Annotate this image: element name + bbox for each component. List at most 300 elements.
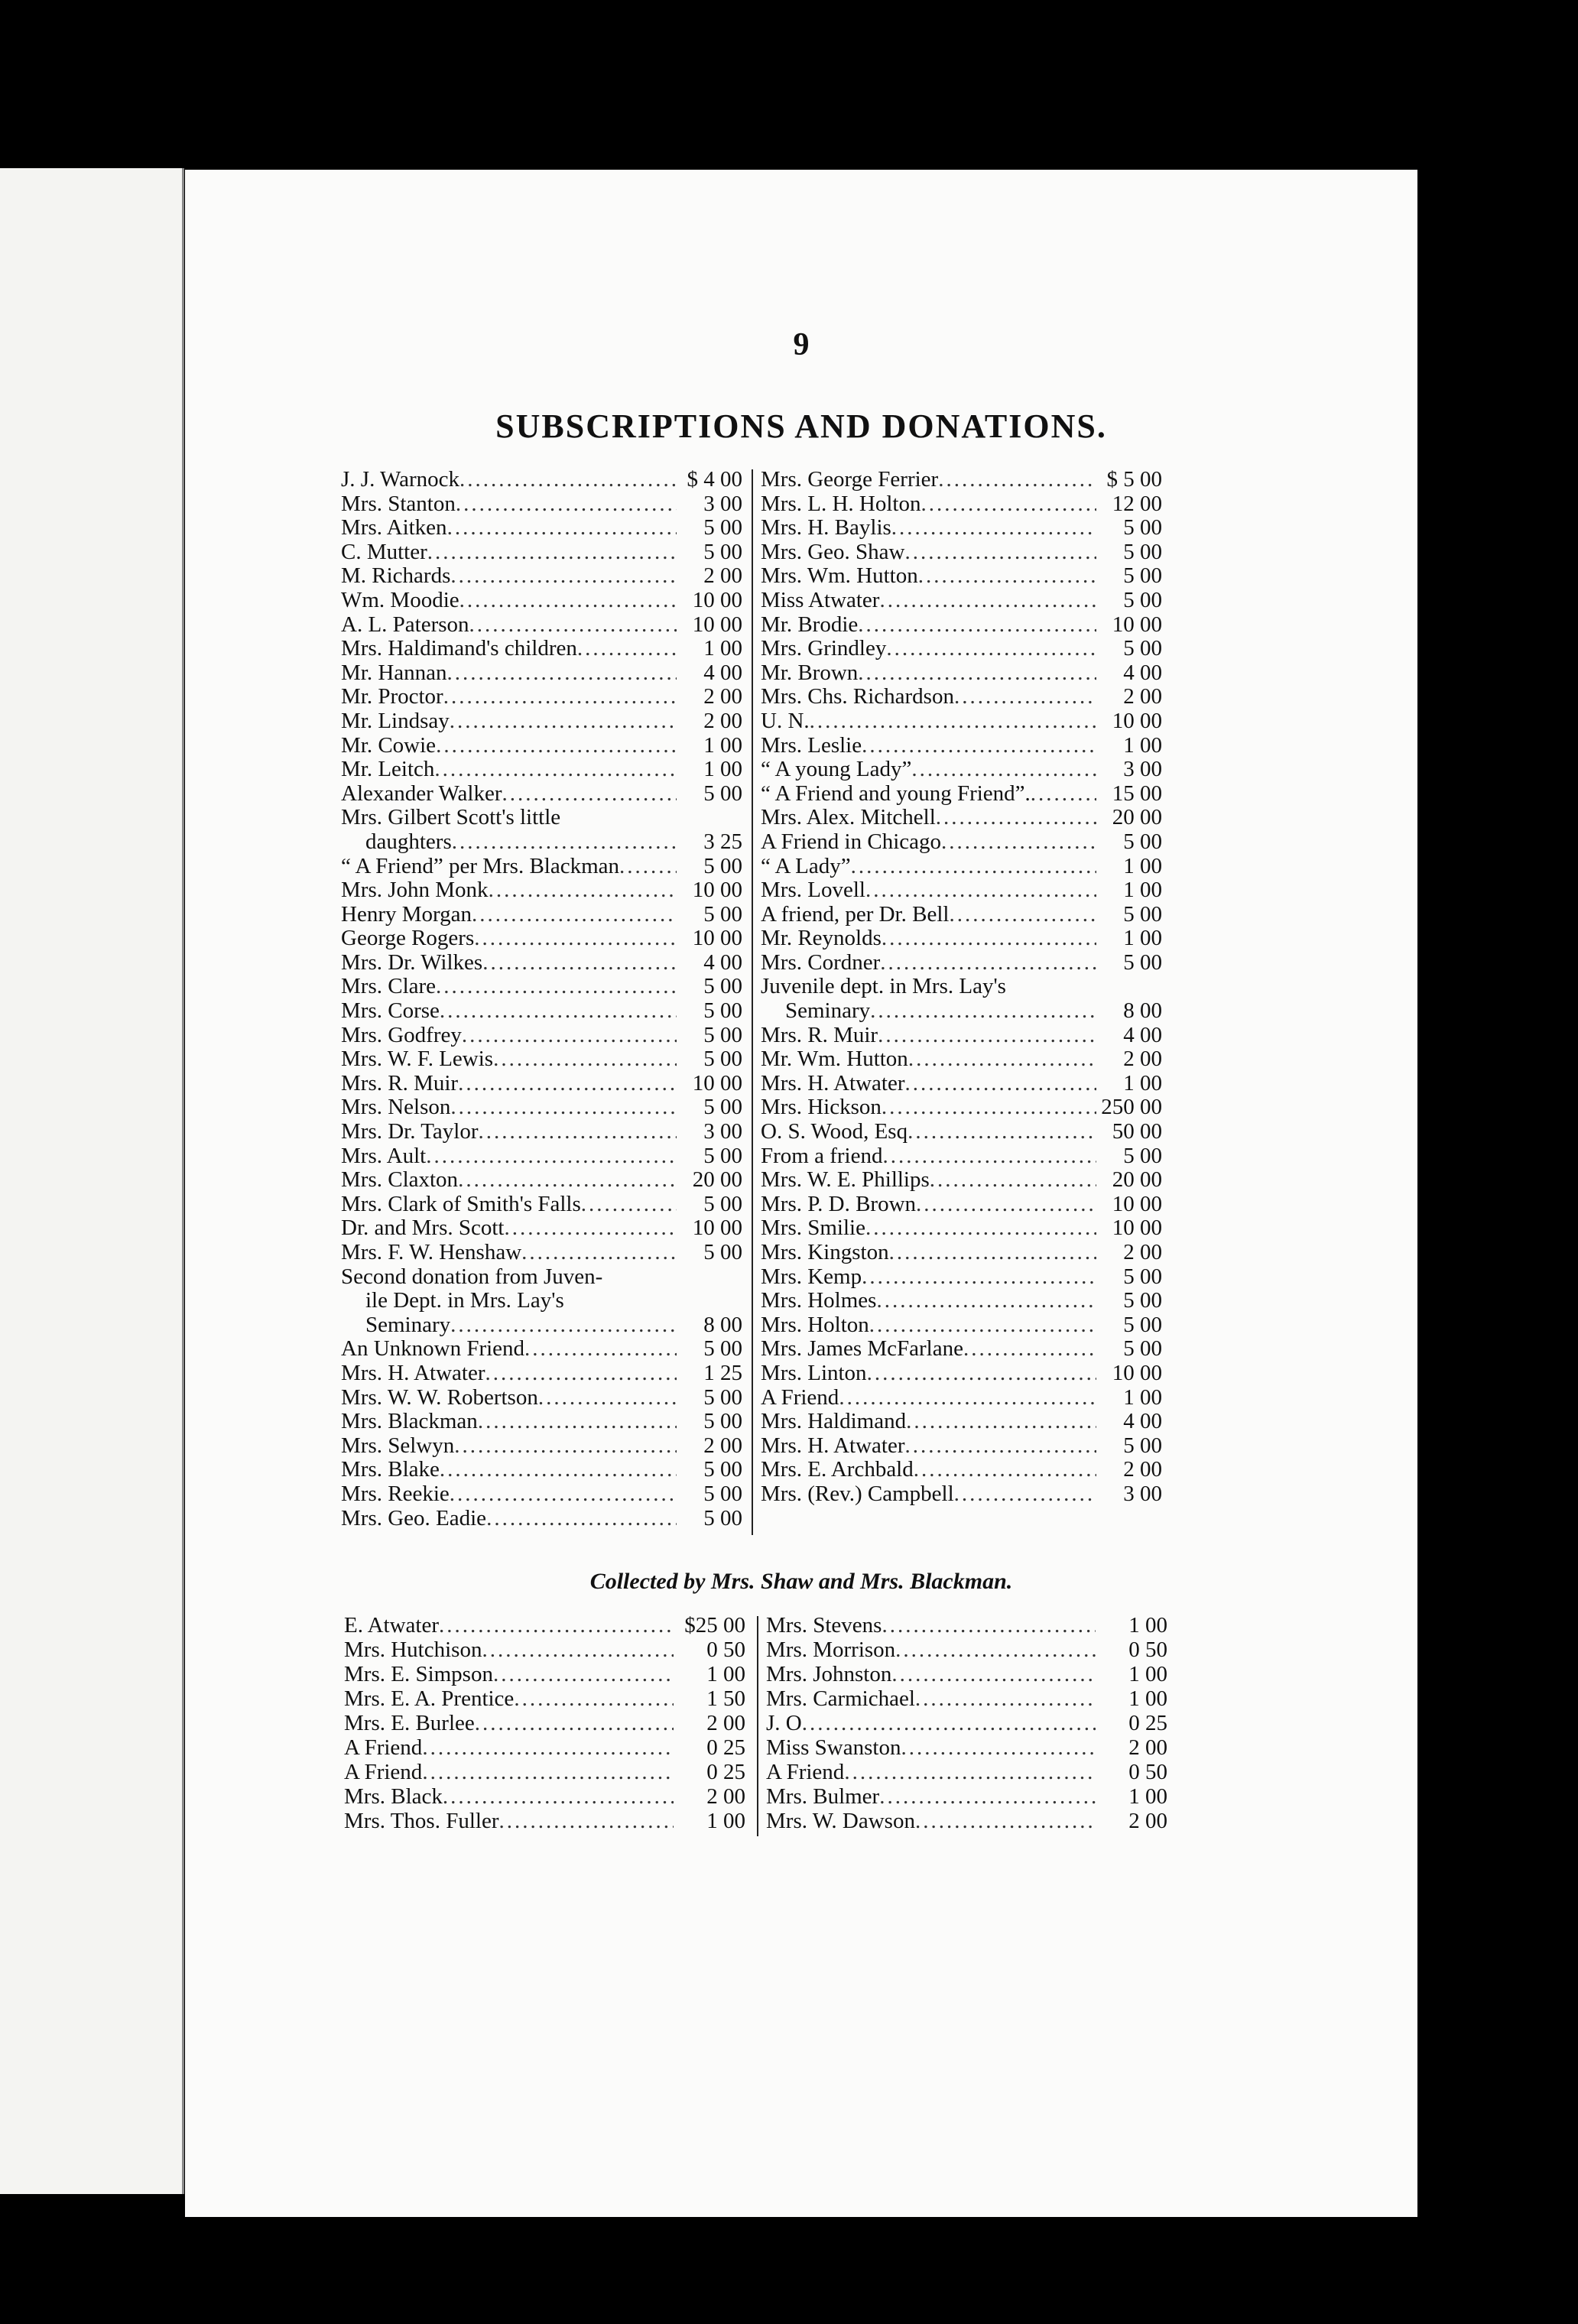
donation-entry bbox=[341, 1241, 742, 1265]
donation-amount: 2 00 bbox=[1123, 1240, 1162, 1264]
leader-dots bbox=[475, 1711, 674, 1735]
donation-entry bbox=[344, 1760, 745, 1784]
donor-name: Mrs. F. W. Henshaw bbox=[341, 1240, 522, 1264]
leader-dots bbox=[462, 1024, 677, 1048]
donor-name: Mrs. Ault bbox=[341, 1143, 427, 1168]
donor-name: E. Atwater bbox=[344, 1613, 440, 1638]
leader-dots bbox=[886, 637, 1096, 661]
donation-amount: 0 25 bbox=[706, 1735, 745, 1760]
donor-name: Mrs. L. H. Holton bbox=[761, 491, 921, 516]
donor-name: Juvenile dept. in Mrs. Lay's bbox=[761, 974, 1006, 999]
leader-dots bbox=[858, 613, 1096, 638]
donation-entry bbox=[761, 516, 1162, 540]
donation-amount: 10 00 bbox=[1112, 1360, 1162, 1385]
donor-name: Mrs. Cordner bbox=[761, 949, 881, 975]
donation-entry bbox=[341, 1120, 742, 1144]
donor-name: Mrs. H. Baylis bbox=[761, 515, 891, 540]
donation-entry bbox=[341, 492, 742, 517]
donor-name: Miss Atwater bbox=[761, 587, 880, 612]
leader-dots bbox=[443, 685, 677, 709]
donation-entry bbox=[341, 951, 742, 975]
donation-entry bbox=[341, 1144, 742, 1169]
donation-amount: 10 00 bbox=[1112, 1191, 1162, 1216]
leader-dots bbox=[802, 1711, 1096, 1735]
donation-amount: 0 50 bbox=[1128, 1638, 1167, 1662]
donation-amount: 5 00 bbox=[1123, 1264, 1162, 1289]
leader-dots bbox=[858, 661, 1096, 686]
donor-name: J. J. Warnock bbox=[341, 467, 459, 492]
donor-name: Mrs. E. Burlee bbox=[344, 1711, 475, 1735]
donor-name: Mrs. Holmes bbox=[761, 1288, 877, 1313]
leader-dots bbox=[450, 709, 677, 734]
donation-amount: 2 00 bbox=[1123, 1047, 1162, 1072]
leader-dots bbox=[498, 1809, 674, 1833]
leader-dots bbox=[502, 782, 677, 807]
donation-entry bbox=[761, 1120, 1162, 1144]
leader-dots bbox=[426, 1144, 677, 1169]
donor-name: Mrs. E. A. Prentice bbox=[344, 1686, 515, 1711]
donation-entry bbox=[761, 1047, 1162, 1072]
donation-amount: 5 00 bbox=[1123, 636, 1162, 661]
leader-dots bbox=[869, 1313, 1096, 1338]
donor-name: Mrs. Geo. Shaw bbox=[761, 539, 905, 564]
donor-name: J. O bbox=[766, 1711, 802, 1735]
donation-entry bbox=[341, 685, 742, 709]
donation-amount: 10 00 bbox=[1112, 1216, 1162, 1241]
leader-dots bbox=[936, 806, 1096, 830]
donation-amount: 10 00 bbox=[692, 878, 742, 903]
donation-entry bbox=[341, 516, 742, 540]
leader-dots bbox=[472, 903, 677, 927]
leader-dots bbox=[916, 1193, 1096, 1217]
donation-amount: 50 00 bbox=[1112, 1119, 1162, 1144]
donor-name: A Friend bbox=[344, 1735, 423, 1760]
donation-entry bbox=[761, 758, 1162, 782]
donor-name: Mrs. Kemp bbox=[761, 1264, 862, 1289]
donor-name: Mrs. Dr. Wilkes bbox=[341, 949, 483, 975]
donation-amount: 1 00 bbox=[706, 1809, 745, 1833]
donation-amount: 5 00 bbox=[703, 1336, 742, 1362]
donation-amount: 5 00 bbox=[1123, 901, 1162, 927]
donation-amount: 250 00 bbox=[1101, 1095, 1162, 1120]
leader-dots bbox=[882, 927, 1096, 951]
donation-amount: 2 00 bbox=[1128, 1735, 1167, 1760]
donor-name: Mrs. Stanton bbox=[341, 491, 456, 516]
donation-entry bbox=[341, 806, 742, 830]
donation-entry bbox=[761, 1434, 1162, 1459]
leader-dots bbox=[915, 1686, 1096, 1711]
donor-name: Mrs. W. Dawson bbox=[766, 1809, 915, 1833]
donation-amount: 10 00 bbox=[692, 612, 742, 637]
page-title: SUBSCRIPTIONS AND DONATIONS. bbox=[495, 407, 1107, 445]
donations-right-column bbox=[761, 468, 1162, 1507]
leader-dots bbox=[447, 516, 677, 540]
leader-dots bbox=[895, 1638, 1096, 1662]
leader-dots bbox=[865, 1216, 1096, 1241]
donor-name: “ A young Lady” bbox=[761, 757, 912, 782]
donation-amount: 1 50 bbox=[706, 1686, 745, 1711]
leader-dots bbox=[427, 540, 677, 565]
donation-entry bbox=[341, 1458, 742, 1482]
donation-amount: 20 00 bbox=[1112, 1167, 1162, 1193]
donor-name: ile Dept. in Mrs. Lay's bbox=[365, 1288, 564, 1313]
donation-entry bbox=[344, 1711, 745, 1735]
donation-entry bbox=[761, 830, 1162, 855]
donation-amount: 3 00 bbox=[1123, 757, 1162, 782]
donation-amount: 5 00 bbox=[1123, 949, 1162, 975]
leader-dots bbox=[954, 1482, 1096, 1507]
donation-amount: 5 00 bbox=[1123, 563, 1162, 589]
donor-name: Seminary bbox=[785, 998, 871, 1024]
donor-name: Mrs. Blackman bbox=[341, 1409, 478, 1434]
leader-dots bbox=[474, 927, 677, 951]
donation-entry bbox=[766, 1711, 1167, 1735]
donor-name: Mrs. P. D. Brown bbox=[761, 1191, 917, 1216]
leader-dots bbox=[452, 830, 677, 855]
donation-amount: 5 00 bbox=[703, 1481, 742, 1506]
leader-dots bbox=[485, 1362, 677, 1386]
collected-left-column bbox=[344, 1613, 745, 1833]
donor-name: Mrs. W. E. Phillips bbox=[761, 1167, 930, 1193]
donor-name: Mrs. Alex. Mitchell bbox=[761, 805, 936, 830]
leader-dots bbox=[440, 999, 677, 1024]
leader-dots bbox=[862, 734, 1096, 758]
donor-name: Mrs. Carmichael bbox=[766, 1686, 915, 1711]
donation-entry bbox=[761, 1193, 1162, 1217]
donation-amount: 1 00 bbox=[703, 732, 742, 758]
donor-name: A Friend bbox=[761, 1384, 839, 1410]
donation-entry bbox=[766, 1809, 1167, 1833]
donation-amount: 4 00 bbox=[703, 660, 742, 685]
donation-amount: 5 00 bbox=[703, 1143, 742, 1168]
leader-dots bbox=[459, 589, 677, 613]
donation-entry bbox=[761, 589, 1162, 613]
donation-entry bbox=[761, 1337, 1162, 1362]
donation-entry bbox=[761, 782, 1162, 807]
leader-dots bbox=[434, 758, 677, 782]
leader-dots bbox=[876, 1289, 1096, 1313]
donation-amount: 5 00 bbox=[703, 1384, 742, 1410]
donation-entry bbox=[341, 661, 742, 686]
donation-amount: 20 00 bbox=[1112, 805, 1162, 830]
donor-name: Mrs. Godfrey bbox=[341, 1022, 462, 1047]
donation-entry bbox=[766, 1686, 1167, 1711]
leader-dots bbox=[1031, 782, 1096, 807]
leader-dots bbox=[469, 613, 677, 638]
leader-dots bbox=[443, 1784, 674, 1809]
donation-entry bbox=[761, 855, 1162, 879]
donation-amount: $25 00 bbox=[684, 1613, 745, 1638]
donor-name: A. L. Paterson bbox=[341, 612, 469, 637]
donor-name: Mrs. H. Atwater bbox=[341, 1360, 485, 1385]
donation-amount: 2 00 bbox=[1123, 684, 1162, 709]
leader-dots bbox=[839, 1386, 1096, 1410]
leader-dots bbox=[906, 1410, 1096, 1434]
donor-name: Mrs. W. W. Robertson bbox=[341, 1384, 538, 1410]
donor-name: Mrs. R. Muir bbox=[761, 1022, 878, 1047]
donor-name: Mrs. Johnston bbox=[766, 1662, 892, 1686]
leader-dots bbox=[882, 1095, 1096, 1120]
donor-name: Mr. Brown bbox=[761, 660, 859, 685]
leader-dots bbox=[514, 1686, 674, 1711]
donor-name: Mrs. Leslie bbox=[761, 732, 862, 758]
donor-name: Mrs. H. Atwater bbox=[761, 1070, 905, 1095]
donation-entry bbox=[766, 1760, 1167, 1784]
donation-entry bbox=[341, 1362, 742, 1386]
donor-name: “ A Friend and young Friend”. bbox=[761, 781, 1031, 806]
donation-amount: 1 00 bbox=[1123, 853, 1162, 878]
leader-dots bbox=[422, 1760, 674, 1784]
donation-amount: 3 00 bbox=[703, 491, 742, 516]
donor-name: Mrs. Stevens bbox=[766, 1613, 882, 1638]
leader-dots bbox=[882, 1144, 1096, 1169]
donation-entry bbox=[761, 734, 1162, 758]
donor-name: Mrs. John Monk bbox=[341, 878, 489, 903]
donor-name: Mrs. Wm. Hutton bbox=[761, 563, 918, 589]
donor-name: Mrs. James McFarlane bbox=[761, 1336, 963, 1362]
donation-amount: 5 00 bbox=[1123, 539, 1162, 564]
donor-name: Mrs. Haldimand bbox=[761, 1409, 907, 1434]
leader-dots bbox=[908, 1120, 1096, 1144]
leader-dots bbox=[538, 1386, 677, 1410]
donation-entry bbox=[341, 1024, 742, 1048]
donation-entry bbox=[766, 1662, 1167, 1686]
donor-name: Mr. Lindsay bbox=[341, 708, 450, 733]
donation-entry bbox=[761, 927, 1162, 951]
donor-name: Mrs. W. F. Lewis bbox=[341, 1047, 494, 1072]
leader-dots bbox=[870, 999, 1096, 1024]
leader-dots bbox=[963, 1337, 1096, 1362]
leader-dots bbox=[891, 516, 1096, 540]
leader-dots bbox=[889, 1241, 1096, 1265]
leader-dots bbox=[905, 540, 1097, 565]
donation-entry bbox=[761, 1072, 1162, 1096]
donation-amount: 5 00 bbox=[703, 1095, 742, 1120]
donation-amount: 5 00 bbox=[1123, 1336, 1162, 1362]
donation-amount: 1 00 bbox=[1123, 1384, 1162, 1410]
donation-entry bbox=[761, 637, 1162, 661]
donor-name: From a friend bbox=[761, 1143, 883, 1168]
donation-entry bbox=[761, 1095, 1162, 1120]
leader-dots bbox=[619, 855, 677, 879]
donation-amount: 5 00 bbox=[703, 781, 742, 806]
donor-name: Wm. Moodie bbox=[341, 587, 459, 612]
leader-dots bbox=[422, 1735, 674, 1760]
leader-dots bbox=[954, 685, 1096, 709]
leader-dots bbox=[865, 878, 1096, 903]
donor-name: Alexander Walker bbox=[341, 781, 502, 806]
leader-dots bbox=[851, 855, 1096, 879]
donor-name: Miss Swanston bbox=[766, 1735, 901, 1760]
donation-amount: 10 00 bbox=[692, 1216, 742, 1241]
donation-entry bbox=[341, 1507, 742, 1531]
donation-entry bbox=[341, 999, 742, 1024]
donation-entry bbox=[766, 1638, 1167, 1662]
donation-entry bbox=[761, 1410, 1162, 1434]
donation-amount: 0 50 bbox=[706, 1638, 745, 1662]
donation-entry bbox=[761, 661, 1162, 686]
donation-amount: 10 00 bbox=[692, 1070, 742, 1095]
donation-entry bbox=[761, 999, 1162, 1024]
donation-entry bbox=[341, 758, 742, 782]
leader-dots bbox=[904, 1434, 1096, 1459]
donation-entry bbox=[341, 1410, 742, 1434]
donor-name: Henry Morgan bbox=[341, 901, 472, 927]
donor-name: Seminary bbox=[365, 1312, 451, 1337]
leader-dots bbox=[862, 1265, 1096, 1290]
leader-dots bbox=[879, 1784, 1096, 1809]
donation-entry bbox=[761, 903, 1162, 927]
donation-entry bbox=[766, 1735, 1167, 1760]
donor-name: Dr. and Mrs. Scott bbox=[341, 1216, 505, 1241]
donation-entry bbox=[761, 1024, 1162, 1048]
donation-entry bbox=[761, 540, 1162, 565]
donation-entry bbox=[761, 1241, 1162, 1265]
donor-name: Mrs. Dr. Taylor bbox=[341, 1119, 479, 1144]
donation-entry bbox=[761, 564, 1162, 589]
donation-amount: 10 00 bbox=[1112, 612, 1162, 637]
donation-amount: $ 5 00 bbox=[1106, 467, 1162, 492]
donor-name: Mrs. Lovell bbox=[761, 878, 865, 903]
donor-name: George Rogers bbox=[341, 926, 475, 951]
donation-amount: 8 00 bbox=[703, 1312, 742, 1337]
leader-dots bbox=[459, 468, 677, 492]
donation-entry bbox=[341, 855, 742, 879]
donation-entry bbox=[344, 1809, 745, 1833]
donor-name: Mrs. E. Archbald bbox=[761, 1457, 914, 1482]
donor-name: A Friend bbox=[344, 1760, 423, 1784]
donation-amount: 4 00 bbox=[1123, 1409, 1162, 1434]
donor-name: Mrs. Kingston bbox=[761, 1240, 889, 1264]
donation-amount: 5 00 bbox=[703, 974, 742, 999]
donation-entry bbox=[761, 685, 1162, 709]
donor-name: U. N. bbox=[761, 708, 810, 733]
donation-entry bbox=[761, 1362, 1162, 1386]
donation-entry bbox=[341, 830, 742, 855]
leader-dots bbox=[521, 1241, 677, 1265]
leader-dots bbox=[941, 830, 1096, 855]
donor-name: Mr. Proctor bbox=[341, 684, 443, 709]
donation-amount: 10 00 bbox=[692, 587, 742, 612]
facing-page-edge bbox=[0, 168, 184, 2194]
donation-entry bbox=[341, 589, 742, 613]
donation-amount: 3 25 bbox=[703, 829, 742, 854]
donation-entry bbox=[344, 1686, 745, 1711]
donor-name: Mrs. Hickson bbox=[761, 1095, 882, 1120]
donation-entry bbox=[761, 1313, 1162, 1338]
donation-entry bbox=[761, 613, 1162, 638]
donation-entry bbox=[341, 564, 742, 589]
donation-amount: 10 00 bbox=[1112, 708, 1162, 733]
donation-entry bbox=[344, 1784, 745, 1809]
donation-entry bbox=[761, 492, 1162, 517]
donation-amount: 2 00 bbox=[706, 1784, 745, 1809]
donation-amount: 2 00 bbox=[703, 684, 742, 709]
donor-name: Mrs. Gilbert Scott's little bbox=[341, 805, 561, 830]
donation-amount: 4 00 bbox=[1123, 1022, 1162, 1047]
donation-amount: 1 00 bbox=[1123, 878, 1162, 903]
donor-name: Mrs. Morrison bbox=[766, 1638, 896, 1662]
leader-dots bbox=[879, 589, 1096, 613]
leader-dots bbox=[436, 975, 677, 999]
donation-amount: 3 00 bbox=[1123, 1481, 1162, 1506]
leader-dots bbox=[486, 1507, 677, 1531]
donation-amount: 15 00 bbox=[1112, 781, 1162, 806]
donor-name: A Friend bbox=[766, 1760, 845, 1784]
leader-dots bbox=[930, 1168, 1096, 1193]
leader-dots bbox=[920, 492, 1096, 517]
donation-amount: 5 00 bbox=[703, 1457, 742, 1482]
donor-name: Mrs. Black bbox=[344, 1784, 443, 1809]
donor-name: Mrs. George Ferrier bbox=[761, 467, 939, 492]
donation-amount: 5 00 bbox=[1123, 1433, 1162, 1458]
donation-amount: 2 00 bbox=[703, 563, 742, 589]
donor-name: Mr. Leitch bbox=[341, 757, 435, 782]
donation-amount: 5 00 bbox=[1123, 1312, 1162, 1337]
donation-amount: 5 00 bbox=[703, 515, 742, 540]
donation-entry bbox=[341, 613, 742, 638]
donor-name: A Friend in Chicago bbox=[761, 829, 942, 854]
donation-amount: 5 00 bbox=[703, 1409, 742, 1434]
donation-entry bbox=[341, 1265, 742, 1290]
leader-dots bbox=[450, 1482, 677, 1507]
donation-amount: 5 00 bbox=[703, 998, 742, 1024]
donor-name: Mrs. Reekie bbox=[341, 1481, 450, 1506]
donation-amount: 0 25 bbox=[706, 1760, 745, 1784]
donation-entry bbox=[341, 1072, 742, 1096]
donor-name: Mr. Hannan bbox=[341, 660, 447, 685]
donation-entry bbox=[341, 1482, 742, 1507]
leader-dots bbox=[493, 1662, 674, 1686]
donor-name: Mrs. Haldimand's children bbox=[341, 636, 577, 661]
donation-amount: 12 00 bbox=[1112, 491, 1162, 516]
donation-amount: 2 00 bbox=[1123, 1457, 1162, 1482]
donor-name: Mrs. E. Simpson bbox=[344, 1662, 493, 1686]
leader-dots bbox=[867, 1362, 1096, 1386]
donation-amount: 5 00 bbox=[1123, 1143, 1162, 1168]
donation-entry bbox=[341, 927, 742, 951]
leader-dots bbox=[482, 951, 677, 975]
leader-dots bbox=[915, 1809, 1096, 1833]
donation-amount: 1 00 bbox=[1123, 926, 1162, 951]
donor-name: O. S. Wood, Esq bbox=[761, 1119, 908, 1144]
donation-entry bbox=[761, 1216, 1162, 1241]
donation-amount: 1 00 bbox=[1128, 1686, 1167, 1711]
donor-name: Mrs. Clark of Smith's Falls bbox=[341, 1191, 581, 1216]
donation-amount: 20 00 bbox=[692, 1167, 742, 1193]
donor-name: Mrs. Hutchison bbox=[344, 1638, 482, 1662]
donation-entry bbox=[766, 1784, 1167, 1809]
donation-entry bbox=[341, 782, 742, 807]
leader-dots bbox=[911, 758, 1096, 782]
leader-dots bbox=[447, 661, 677, 686]
collected-right-column bbox=[766, 1613, 1167, 1833]
donation-entry bbox=[761, 709, 1162, 734]
donation-amount: 5 00 bbox=[703, 1191, 742, 1216]
donor-name: Mrs. Selwyn bbox=[341, 1433, 455, 1458]
donation-entry bbox=[344, 1662, 745, 1686]
page-number: 9 bbox=[793, 327, 810, 362]
leader-dots bbox=[450, 1095, 677, 1120]
donor-name: Mrs. R. Muir bbox=[341, 1070, 459, 1095]
donor-name: Mrs. Linton bbox=[761, 1360, 867, 1385]
leader-dots bbox=[439, 1613, 674, 1638]
leader-dots bbox=[440, 1458, 677, 1482]
leader-dots bbox=[456, 492, 677, 517]
donation-entry bbox=[341, 540, 742, 565]
donor-name: Mrs. Bulmer bbox=[766, 1784, 880, 1809]
donation-amount: 0 50 bbox=[1128, 1760, 1167, 1784]
